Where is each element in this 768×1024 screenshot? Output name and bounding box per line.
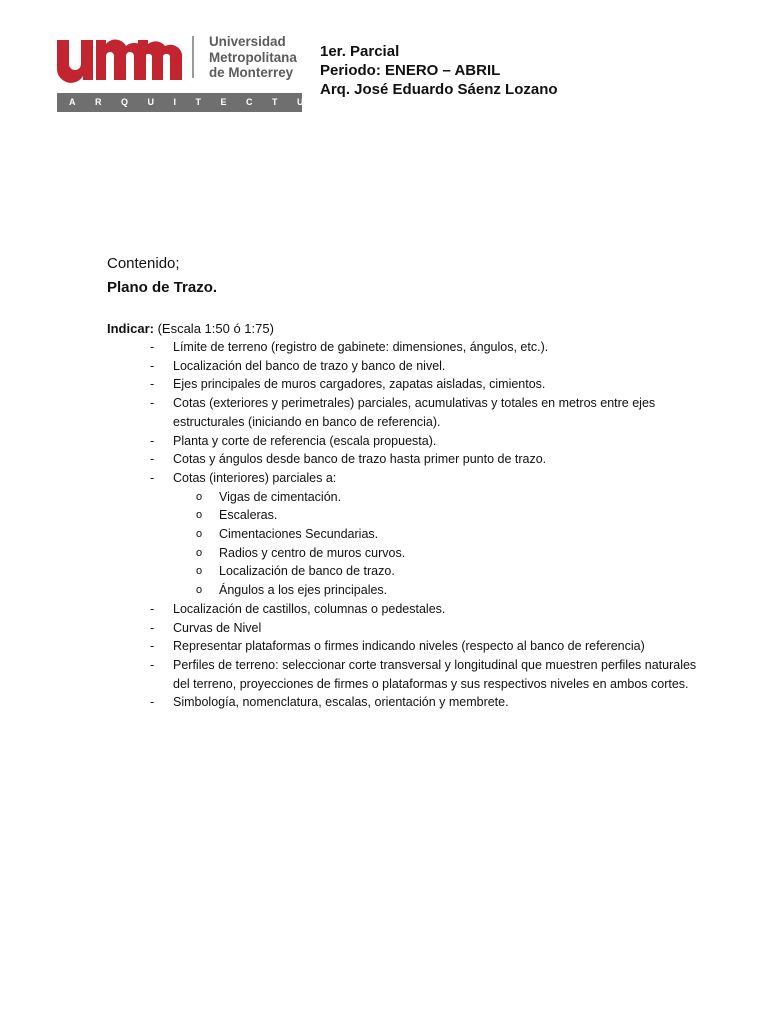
list-item-text: Cotas (interiores) parciales a: — [173, 470, 337, 485]
dash-bullet: - — [150, 358, 155, 373]
list-item-text: Perfiles de terreno: seleccionar corte transversal y longitudinal que muestren perfiles naturales del terreno, proyecciones de firmes o plataformas y sus respectivos niveles en ambos cortes. — [173, 657, 697, 691]
dash-bullet: - — [150, 470, 155, 485]
list-item — [107, 469, 707, 600]
requirements-list — [107, 338, 707, 600]
list-item-text: Simbología, nomenclatura, escalas, orientación y membrete. — [173, 695, 509, 710]
list-item — [107, 394, 707, 431]
dash-bullet: - — [150, 396, 155, 411]
list-item — [107, 656, 707, 693]
dash-bullet: - — [150, 452, 155, 467]
dash-bullet: - — [150, 340, 155, 354]
dash-bullet: - — [150, 620, 155, 635]
sublist-item-text: Localización de banco de trazo. — [219, 564, 395, 579]
list-item — [107, 375, 707, 394]
university-name-line-2: Metropolitana — [209, 49, 297, 65]
list-item-text: Representar plataformas o firmes indicando niveles (respecto al banco de referencia) — [173, 639, 645, 654]
circle-bullet: o — [196, 528, 203, 541]
exam-period: Periodo: ENERO – ABRIL — [320, 62, 501, 79]
list-item-text: Ejes principales de muros cargadores, zapatas aisladas, cimientos. — [173, 377, 546, 392]
indicar-line — [107, 320, 707, 338]
sublist-item — [107, 544, 707, 563]
logo-divider — [192, 36, 194, 78]
list-item-text: Planta y corte de referencia (escala propuesta). — [173, 433, 437, 448]
sublist-item-text: Vigas de cimentación. — [219, 489, 342, 504]
sublist-wrapper — [107, 488, 707, 600]
list-item-text: Curvas de Nivel — [173, 620, 262, 635]
list-item-text: Cotas y ángulos desde banco de trazo hasta primer punto de trazo. — [173, 452, 547, 467]
document-body — [107, 254, 707, 712]
list-item-text: Localización del banco de trazo y banco de nivel. — [173, 358, 446, 373]
dash-bullet: - — [150, 657, 155, 672]
plan-title: Plano de Trazo. — [107, 279, 218, 296]
sublist-item-text: Cimentaciones Secundarias. — [219, 527, 379, 542]
indicar-scale: (Escala 1:50 ó 1:75) — [153, 321, 274, 336]
list-item — [107, 637, 707, 656]
dash-bullet: - — [150, 601, 155, 616]
exam-title: 1er. Parcial — [320, 43, 400, 60]
sublist-item — [107, 525, 707, 544]
professor-name: Arq. José Eduardo Sáenz Lozano — [320, 81, 558, 98]
list-item — [107, 600, 707, 619]
circle-bullet: o — [196, 546, 203, 559]
sublist-item-text: Ángulos a los ejes principales. — [219, 583, 388, 598]
dash-bullet: - — [150, 433, 155, 448]
indicar-label: Indicar: — [107, 321, 154, 336]
sublist-item-text: Radios y centro de muros curvos. — [219, 545, 406, 560]
additional-requirements-list — [107, 600, 707, 712]
sublist-item — [107, 506, 707, 525]
umm-logo-mark — [57, 36, 185, 80]
sublist-item — [107, 581, 707, 600]
list-item — [107, 432, 707, 451]
list-item — [107, 338, 707, 357]
list-item-text: Localización de castillos, columnas o pedestales. — [173, 601, 446, 616]
list-item-text: Cotas (exteriores y perimetrales) parciales, acumulativas y totales en metros entre ejes estructurales (iniciando en banco de referencia). — [173, 396, 656, 429]
dash-bullet: - — [150, 639, 155, 654]
sublist-item — [107, 488, 707, 507]
circle-bullet: o — [196, 490, 203, 503]
faculty-band: ARQUITECTURA — [57, 93, 302, 112]
dash-bullet: - — [150, 695, 155, 710]
sublist-item-text: Escaleras. — [219, 508, 278, 523]
list-item — [107, 357, 707, 376]
exam-header — [320, 42, 558, 99]
sublist-item — [107, 562, 707, 581]
list-item — [107, 450, 707, 469]
university-name-line-3: de Monterrey — [209, 65, 294, 80]
circle-bullet: o — [196, 509, 203, 522]
list-item — [107, 693, 707, 712]
list-item-text: Límite de terreno (registro de gabinete: dimensiones, ángulos, etc.). — [173, 340, 549, 354]
circle-bullet: o — [196, 584, 203, 597]
university-name-line-1: Universidad — [209, 34, 286, 49]
interior-dimensions-sublist — [107, 488, 707, 600]
section-heading: Contenido; — [107, 255, 180, 272]
list-item — [107, 619, 707, 638]
dash-bullet: - — [150, 377, 155, 392]
university-name — [209, 34, 309, 81]
circle-bullet: o — [196, 565, 203, 578]
